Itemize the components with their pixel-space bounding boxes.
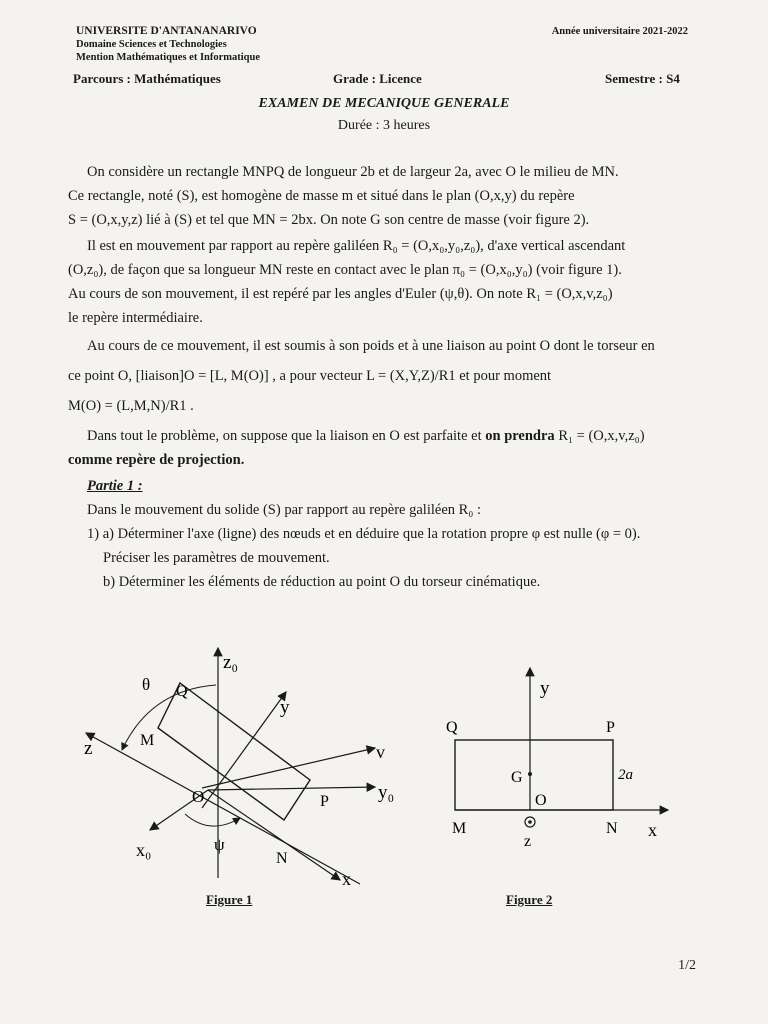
label-x: x	[342, 869, 351, 889]
fig2-label-O: O	[535, 792, 547, 809]
grade: Grade : Licence	[333, 71, 422, 86]
label-O: O	[192, 787, 205, 806]
psi-arc	[185, 814, 240, 826]
label-z0: z₀	[223, 652, 239, 673]
label-y0: y₀	[378, 782, 395, 803]
para4-line1	[68, 424, 700, 448]
label-v: v	[376, 742, 385, 762]
fig2-g-point	[528, 772, 532, 776]
exam-duration: Durée : 3 heures	[337, 118, 431, 133]
z-axis	[86, 733, 360, 884]
question-1a: 1) a) Déterminer l'axe (ligne) des nœuds et en déduire que la rotation propre φ est nulle (φ = 0).	[87, 526, 641, 542]
academic-year: Année universitaire 2021-2022	[551, 26, 688, 37]
exam-title: EXAMEN DE MECANIQUE GENERALE	[258, 96, 510, 111]
figure-1-diagram	[70, 640, 410, 900]
fig2-label-z: z	[524, 833, 532, 850]
para2-line1: Il est en mouvement par rapport au repère galiléen R₀ = (O,x₀,y₀,z₀), d'axe vertical ascendant	[87, 238, 626, 254]
question-1b: b) Déterminer les éléments de réduction au point O du torseur cinématique.	[103, 574, 541, 590]
mention-name: Mention Mathématiques et Informatique	[76, 52, 261, 63]
para1-line3: S = (O,x,y,z) lié à (S) et tel que MN = 2bx. On note G son centre de masse (voir figure 2).	[68, 212, 590, 228]
semestre: Semestre : S4	[605, 71, 680, 86]
fig2-label-x: x	[648, 820, 657, 840]
figure-2-caption: Figure 2	[506, 892, 553, 907]
parcours: Parcours : Mathématiques	[73, 71, 221, 86]
label-N: N	[276, 850, 288, 867]
fig2-label-2a: 2a	[618, 767, 633, 783]
fig2-label-y: y	[540, 678, 550, 699]
para3-line1: Au cours de ce mouvement, il est soumis à son poids et à une liaison au point O dont le torseur en	[87, 338, 655, 354]
para4-bold: on prendra	[485, 428, 555, 444]
label-Q: Q	[176, 683, 188, 700]
para1-line2: Ce rectangle, noté (S), est homogène de masse m et situé dans le plan (O,x,y) du repère	[68, 188, 575, 204]
domain-name: Domaine Sciences et Technologies	[76, 39, 227, 50]
fig2-z-dot	[528, 820, 532, 824]
para4-frame: R₁ = (O,x,v,z₀)	[554, 428, 645, 444]
v-axis	[202, 748, 375, 788]
partie1-heading	[68, 474, 700, 498]
label-P: P	[320, 793, 329, 810]
fig2-label-Q: Q	[446, 719, 458, 736]
para4-line2: comme repère de projection.	[68, 452, 245, 468]
institution-block	[76, 25, 260, 64]
body-text	[68, 160, 700, 594]
para2-line3: Au cours de son mouvement, il est repéré par les angles d'Euler (ψ,θ). On note R₁ = (O,x,v,z₀)	[68, 286, 613, 302]
fig2-label-N: N	[606, 820, 618, 837]
label-z: z	[84, 738, 93, 759]
label-M: M	[140, 732, 155, 749]
para1-line1: On considère un rectangle MNPQ de longueur 2b et de largeur 2a, avec O le milieu de MN.	[87, 164, 619, 180]
label-theta: θ	[142, 675, 151, 694]
para4-text: Dans tout le problème, on suppose que la liaison en O est parfaite et	[87, 428, 486, 444]
para2-line4: le repère intermédiaire.	[68, 310, 203, 326]
para2-line2: (O,z₀), de façon que sa longueur MN reste en contact avec le plan π₀ = (O,x₀,y₀) (voir figure 1).	[68, 262, 622, 278]
figure-2-diagram	[430, 660, 680, 860]
fig2-label-M: M	[452, 820, 467, 837]
fig2-rectangle	[455, 740, 613, 810]
university-name: UNIVERSITE D'ANTANANARIVO	[76, 25, 257, 37]
y0-axis	[208, 787, 375, 790]
question-1a-cont: Préciser les paramètres de mouvement.	[103, 550, 330, 566]
fig2-label-G: G	[511, 769, 523, 786]
partie1-intro: Dans le mouvement du solide (S) par rapport au repère galiléen R₀ :	[87, 502, 482, 518]
label-psi: ψ	[214, 835, 225, 854]
partie1-title: Partie 1 :	[87, 478, 143, 494]
theta-arc	[122, 685, 216, 750]
figure-1-caption: Figure 1	[206, 892, 253, 907]
para3-line2: ce point O, [liaison]O = [L, M(O)] , a pour vecteur L = (X,Y,Z)/R1 et pour moment	[68, 368, 552, 384]
label-y: y	[280, 697, 290, 718]
para3-line3: M(O) = (L,M,N)/R1 .	[68, 398, 194, 414]
label-x0: x₀	[136, 840, 152, 860]
page-number: 1/2	[678, 958, 696, 973]
fig2-label-P: P	[606, 719, 615, 736]
